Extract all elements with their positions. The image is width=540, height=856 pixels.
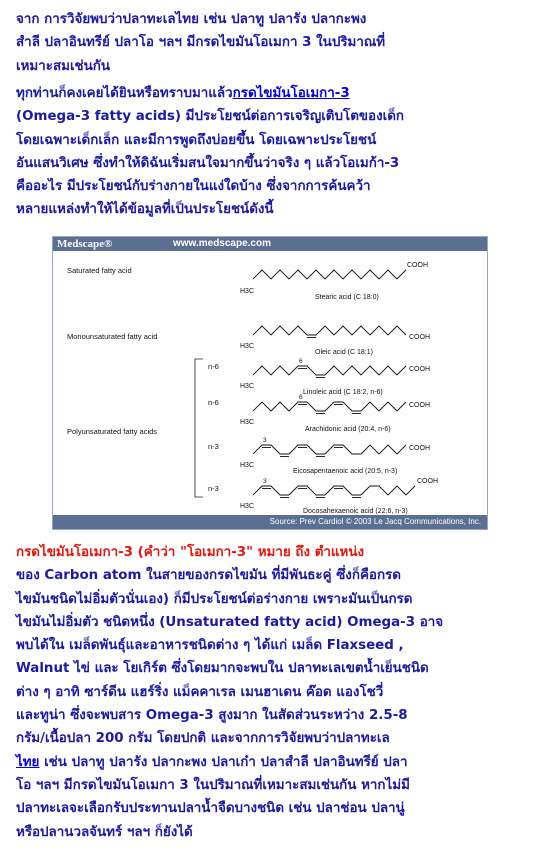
oleic-methyl: H3C [240, 343, 255, 350]
paragraph-line: ไขมันไม่อิ่มตัว ชนิดหนึ่ง (Unsaturated fatty acid) Omega-3 อาจ [16, 614, 444, 630]
linoleic-name: Linoleic acid (C 18:2, n-6) [303, 389, 383, 396]
monounsaturated-label: Monounsaturated fatty acid [67, 332, 158, 341]
linoleic-cooh: COOH [409, 366, 430, 373]
dha-marker: 3 [263, 478, 267, 485]
paragraph-text: เช่น ปลาทู ปลารัง ปลากะพง ปลาเก๋า ปลาสำลี ปลาอินทรีย์ ปลา [39, 754, 408, 770]
paragraph-line: หรือปลานวลจันทร์ ฯลฯ ก็ยังได้ [16, 824, 193, 840]
paragraph-line: ไขมันชนิดไม่อิ่มตัวนั่นเอง) ก็มีประโยชน์ต่อร่างกาย เพราะมันเป็นกรด [16, 591, 413, 607]
fatty-acid-structure-figure [52, 236, 488, 530]
polyunsaturated-label: Polyunsaturated fatty acids [67, 427, 158, 436]
paragraph-line: คืออะไร มีประโยชน์กับร่างกายในแง่ใดบ้าง ซึ่งจากการค้นคว้า [16, 179, 371, 195]
paragraph-line [16, 82, 528, 105]
poly-bracket [195, 359, 203, 497]
dha-chain [253, 486, 415, 495]
paragraph-line: กรัม/เนื้อปลา 200 กรัม โดยปกติ และจากการวิจัยพบว่าปลาทะเล [16, 731, 390, 747]
paragraph-line: โอ ฯลฯ มีกรดไขมันโอเมกา 3 ในปริมาณที่เหมาะสมเช่นกัน หากไม่มี [16, 777, 410, 793]
omega3-link[interactable]: กรดไขมันโอเมกา-3 [232, 86, 350, 101]
omega3-intro-paragraph [16, 82, 528, 222]
paragraph-line: (Omega-3 fatty acids) มีประโยชน์ต่อการเจริญเติบโตของเด็ก [16, 109, 405, 125]
intro-line: เหมาะสมเช่นกัน [16, 58, 111, 74]
epa-cooh: COOH [409, 445, 430, 452]
epa-chain [253, 445, 406, 454]
tag-dha: n-3 [208, 484, 219, 493]
tag-epa: n-3 [208, 442, 219, 451]
figure-source: Source: Prev Cardiol © 2003 Le Jacq Communications, Inc. [269, 517, 481, 526]
stearic-chain [253, 270, 406, 279]
omega3-detail-paragraph [16, 541, 528, 844]
paragraph-line: และทูน่า ซึ่งจะพบสาร Omega-3 สูงมาก ในสัดส่วนระหว่าง 2.5-8 [16, 708, 408, 724]
dha-methyl: H3C [240, 503, 255, 510]
paragraph-line: หลายแหล่งทำให้ได้ข้อมูลที่เป็นประโยชน์ดังนี้ [16, 202, 274, 218]
paragraph-line: อันแสนวิเศษ ซึ่งทำให้ดิฉันเริ่มสนใจมากขึ้นว่าจริง ๆ แล้วโอเมก้า-3 [16, 155, 400, 171]
dha-name: Docosahexaenoic acid (22:6, n-3) [303, 508, 408, 515]
tag-linoleic: n-6 [208, 362, 219, 371]
arachidonic-methyl: H3C [240, 419, 255, 426]
paragraph-line: ต่าง ๆ อาทิ ซาร์ดีน แฮร์ริ่ง แม็คคาเรล เมนฮาเดน ค๊อด แองโชวี่ [16, 684, 384, 700]
thai-link[interactable]: ไทย [16, 754, 40, 770]
omega3-definition-line: กรดไขมันโอเมกา-3 (คำว่า "โอเมกา-3" หมาย ถึง ตำแหน่ง [16, 545, 365, 560]
fatty-acid-diagram [53, 251, 487, 515]
oleic-name: Oleic acid (C 18:1) [315, 349, 373, 356]
linoleic-marker: 6 [299, 358, 303, 365]
stearic-cooh: COOH [407, 262, 428, 269]
epa-methyl: H3C [240, 462, 255, 469]
dha-cooh: COOH [417, 478, 438, 485]
intro-line: จาก การวิจัยพบว่าปลาทะเลไทย เช่น ปลาทู ปลารัง ปลากะพง [16, 12, 367, 27]
medscape-logo: Medscape® [57, 238, 113, 250]
tag-arachidonic: n-6 [208, 398, 219, 407]
figure-header [53, 237, 487, 251]
linoleic-chain [253, 366, 406, 375]
figure-url: www.medscape.com [173, 238, 271, 249]
paragraph-line [16, 751, 528, 774]
intro-line: สำลี ปลาอินทรีย์ ปลาโอ ฯลฯ มีกรดไขมันโอเมกา 3 ในปริมาณที่ [16, 35, 386, 51]
epa-marker: 3 [263, 437, 267, 444]
paragraph-line: พบได้ใน เมล็ดพันธุ์และอาหารชนิดต่าง ๆ ได้แก่ เมล็ด Flaxseed , [16, 638, 404, 654]
arachidonic-chain [253, 402, 406, 411]
paragraph-line: ของ Carbon atom ในสายของกรดไขมัน ที่มีพันธะคู่ ซึ่งก็คือกรด [16, 568, 401, 584]
stearic-methyl: H3C [240, 288, 255, 295]
paragraph-text: ทุกท่านก็คงเคยได้ยินหรือทราบมาแล้ว [16, 86, 233, 101]
paragraph-line: ปลาทะเลจะเลือกรับประทานปลาน้ำจืดบางชนิด เช่น ปลาช่อน ปลานู่ [16, 801, 405, 817]
arachidonic-cooh: COOH [409, 402, 430, 409]
epa-name: Eicosapentaenoic acid (20:5, n-3) [293, 468, 398, 475]
paragraph-line: โดยเฉพาะเด็กเล็ก และมีการพูดถึงบ่อยขึ้น โดยเฉพาะประโยชน์ [16, 132, 377, 148]
oleic-cooh: COOH [409, 334, 430, 341]
arachidonic-marker: 6 [299, 394, 303, 401]
oleic-chain [253, 326, 406, 335]
arachidonic-name: Arachidonic acid (20:4, n-6) [305, 426, 391, 433]
intro-paragraph [16, 8, 528, 78]
paragraph-line: Walnut ไข่ และ โยเกิร์ต ซึ่งโดยมากจะพบใน ปลาทะเลเขตน้ำเย็นชนิด [16, 661, 429, 677]
linoleic-methyl: H3C [240, 383, 255, 390]
figure-footer [53, 515, 487, 529]
saturated-label: Saturated fatty acid [67, 266, 132, 275]
stearic-name: Stearic acid (C 18:0) [315, 294, 379, 301]
